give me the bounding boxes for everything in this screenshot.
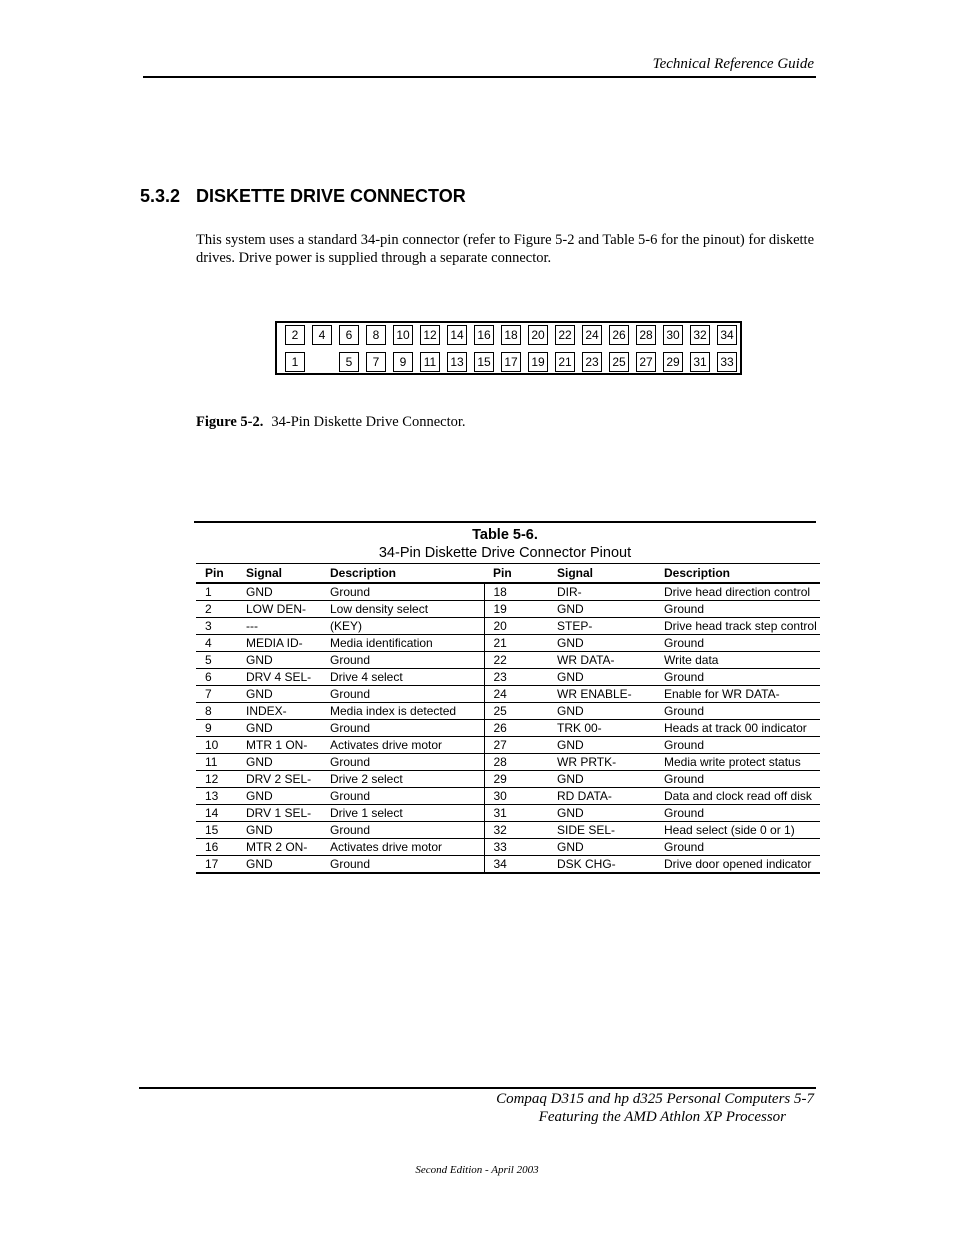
table-cell: 8 [196, 703, 237, 720]
table-cell: Ground [655, 737, 820, 754]
figure-caption [196, 414, 466, 431]
table-cell: Media index is detected [321, 703, 484, 720]
table-row [196, 805, 820, 822]
connector-pin: 7 [366, 352, 386, 372]
table-cell: 14 [196, 805, 237, 822]
edition-note: Second Edition - April 2003 [415, 1164, 539, 1176]
connector-pin: 1 [285, 352, 305, 372]
table-cell: Ground [655, 703, 820, 720]
footer-line-2: Featuring the AMD Athlon XP Processor [538, 1109, 786, 1125]
table-cell: GND [548, 805, 655, 822]
table-cell: GND [548, 771, 655, 788]
connector-pin: 13 [447, 352, 467, 372]
connector-pin: 29 [663, 352, 683, 372]
connector-pin: 11 [420, 352, 440, 372]
table-cell: 20 [484, 618, 548, 635]
table-cell: Ground [321, 788, 484, 805]
table-cell: WR ENABLE- [548, 686, 655, 703]
table-cell: Drive 2 select [321, 771, 484, 788]
connector-pin: 31 [690, 352, 710, 372]
intro-paragraph: This system uses a standard 34-pin connector (refer to Figure 5-2 and Table 5-6 for the pinout) for diskette drives. Drive power is supplied through a separate connector. [196, 232, 815, 266]
connector-pin: 15 [474, 352, 494, 372]
connector-pin: 12 [420, 325, 440, 345]
pinout-table [196, 563, 820, 874]
table-cell: Write data [655, 652, 820, 669]
table-cell: 13 [196, 788, 237, 805]
connector-pin: 27 [636, 352, 656, 372]
table-row [196, 720, 820, 737]
column-header: Signal [548, 564, 655, 584]
pinout-table-body [196, 583, 820, 873]
table-cell: Drive head track step control [655, 618, 820, 635]
column-header: Pin [484, 564, 548, 584]
table-cell: MTR 1 ON- [237, 737, 321, 754]
table-cell: DIR- [548, 583, 655, 601]
table-cell: DRV 4 SEL- [237, 669, 321, 686]
table-cell: Ground [321, 720, 484, 737]
table-cell: 22 [484, 652, 548, 669]
connector-pin: 14 [447, 325, 467, 345]
table-cell: 17 [196, 856, 237, 874]
table-cell: 26 [484, 720, 548, 737]
table-cell: Data and clock read off disk [655, 788, 820, 805]
table-row [196, 754, 820, 771]
table-cell: --- [237, 618, 321, 635]
table-row [196, 583, 820, 601]
table-cell: GND [548, 839, 655, 856]
table-row [196, 737, 820, 754]
table-cell: Heads at track 00 indicator [655, 720, 820, 737]
table-cell: 2 [196, 601, 237, 618]
table-cell: RD DATA- [548, 788, 655, 805]
table-cell: GND [237, 856, 321, 874]
table-row [196, 822, 820, 839]
table-cell: GND [548, 737, 655, 754]
table-cell: 6 [196, 669, 237, 686]
connector-pin: 18 [501, 325, 521, 345]
table-cell: MEDIA ID- [237, 635, 321, 652]
column-header: Description [321, 564, 484, 584]
table-cell: 24 [484, 686, 548, 703]
table-cell: GND [548, 703, 655, 720]
footer-rule [139, 1087, 816, 1089]
table-cell: Ground [655, 805, 820, 822]
table-row [196, 839, 820, 856]
table-cell: GND [237, 686, 321, 703]
table-cell: 7 [196, 686, 237, 703]
table-row [196, 652, 820, 669]
table-cell: 19 [484, 601, 548, 618]
connector-pin: 32 [690, 325, 710, 345]
connector-pin: 4 [312, 325, 332, 345]
section-heading [140, 186, 466, 207]
section-title: DISKETTE DRIVE CONNECTOR [196, 186, 466, 206]
connector-pin: 16 [474, 325, 494, 345]
table-cell: Ground [321, 856, 484, 874]
connector-pin: 8 [366, 325, 386, 345]
table-cell: STEP- [548, 618, 655, 635]
table-cell: 28 [484, 754, 548, 771]
table-cell: Drive door opened indicator [655, 856, 820, 874]
table-cell: 9 [196, 720, 237, 737]
table-cell: WR DATA- [548, 652, 655, 669]
connector-pin: 28 [636, 325, 656, 345]
connector-pin: 2 [285, 325, 305, 345]
table-cell: 1 [196, 583, 237, 601]
table-cell: MTR 2 ON- [237, 839, 321, 856]
table-cell: GND [237, 583, 321, 601]
connector-pin: 5 [339, 352, 359, 372]
table-cell: 16 [196, 839, 237, 856]
table-cell: (KEY) [321, 618, 484, 635]
table-cell: DRV 2 SEL- [237, 771, 321, 788]
table-cell: Ground [655, 771, 820, 788]
table-cell: DRV 1 SEL- [237, 805, 321, 822]
table-top-rule [194, 521, 816, 523]
connector-pin: 6 [339, 325, 359, 345]
table-cell: 32 [484, 822, 548, 839]
connector-pin: 30 [663, 325, 683, 345]
connector-pin: 9 [393, 352, 413, 372]
table-cell: Activates drive motor [321, 839, 484, 856]
table-subtitle: 34-Pin Diskette Drive Connector Pinout [378, 545, 632, 561]
table-cell: Media identification [321, 635, 484, 652]
table-row [196, 771, 820, 788]
table-cell: GND [237, 822, 321, 839]
table-cell: Drive 4 select [321, 669, 484, 686]
table-row [196, 601, 820, 618]
table-cell: 23 [484, 669, 548, 686]
table-cell: 30 [484, 788, 548, 805]
table-cell: 18 [484, 583, 548, 601]
running-header-title: Technical Reference Guide [652, 56, 814, 72]
table-title: Table 5-6. [472, 527, 538, 543]
table-cell: 15 [196, 822, 237, 839]
connector-pin: 21 [555, 352, 575, 372]
footer-line-1: Compaq D315 and hp d325 Personal Computers 5-7 [496, 1091, 814, 1107]
table-row [196, 856, 820, 874]
table-row [196, 703, 820, 720]
connector-pin: 23 [582, 352, 602, 372]
table-cell: 12 [196, 771, 237, 788]
table-cell: Ground [655, 669, 820, 686]
table-cell: Ground [655, 635, 820, 652]
connector-pin: 20 [528, 325, 548, 345]
table-cell: Drive head direction control [655, 583, 820, 601]
table-row [196, 669, 820, 686]
table-cell: 11 [196, 754, 237, 771]
table-header-row [196, 564, 820, 584]
table-cell: TRK 00- [548, 720, 655, 737]
table-cell: Ground [655, 839, 820, 856]
table-cell: INDEX- [237, 703, 321, 720]
table-cell: GND [237, 788, 321, 805]
table-cell: 29 [484, 771, 548, 788]
table-cell: Ground [321, 686, 484, 703]
table-row [196, 788, 820, 805]
figure-label: Figure 5-2. [196, 414, 264, 430]
table-cell: Ground [655, 601, 820, 618]
table-cell: LOW DEN- [237, 601, 321, 618]
table-cell: Low density select [321, 601, 484, 618]
table-cell: 21 [484, 635, 548, 652]
table-cell: GND [548, 635, 655, 652]
connector-pin: 33 [717, 352, 737, 372]
table-cell: 34 [484, 856, 548, 874]
table-cell: GND [237, 652, 321, 669]
table-cell: SIDE SEL- [548, 822, 655, 839]
table-cell: Ground [321, 822, 484, 839]
section-number: 5.3.2 [140, 186, 181, 206]
table-cell: DSK CHG- [548, 856, 655, 874]
connector-pin: 25 [609, 352, 629, 372]
table-cell: 33 [484, 839, 548, 856]
column-header: Pin [196, 564, 237, 584]
table-cell: Activates drive motor [321, 737, 484, 754]
table-cell: 3 [196, 618, 237, 635]
table-cell: Ground [321, 583, 484, 601]
connector-pin: 26 [609, 325, 629, 345]
table-row [196, 635, 820, 652]
header-rule [143, 76, 816, 78]
table-cell: Ground [321, 754, 484, 771]
figure-caption-text: 34-Pin Diskette Drive Connector. [271, 414, 466, 430]
table-cell: Head select (side 0 or 1) [655, 822, 820, 839]
connector-diagram [275, 321, 742, 375]
table-cell: GND [237, 754, 321, 771]
table-cell: GND [548, 601, 655, 618]
connector-pin: 22 [555, 325, 575, 345]
table-cell: 10 [196, 737, 237, 754]
table-row [196, 686, 820, 703]
connector-pin: 19 [528, 352, 548, 372]
connector-pin: 34 [717, 325, 737, 345]
table-cell: Enable for WR DATA- [655, 686, 820, 703]
table-row [196, 618, 820, 635]
column-header: Description [655, 564, 820, 584]
table-cell: Drive 1 select [321, 805, 484, 822]
table-cell: 31 [484, 805, 548, 822]
table-cell: GND [237, 720, 321, 737]
table-cell: 27 [484, 737, 548, 754]
connector-pin: 10 [393, 325, 413, 345]
connector-pin: 17 [501, 352, 521, 372]
table-cell: 4 [196, 635, 237, 652]
connector-pin: 24 [582, 325, 602, 345]
table-cell: Ground [321, 652, 484, 669]
column-header: Signal [237, 564, 321, 584]
table-cell: WR PRTK- [548, 754, 655, 771]
table-cell: GND [548, 669, 655, 686]
table-cell: 25 [484, 703, 548, 720]
table-cell: 5 [196, 652, 237, 669]
table-cell: Media write protect status [655, 754, 820, 771]
